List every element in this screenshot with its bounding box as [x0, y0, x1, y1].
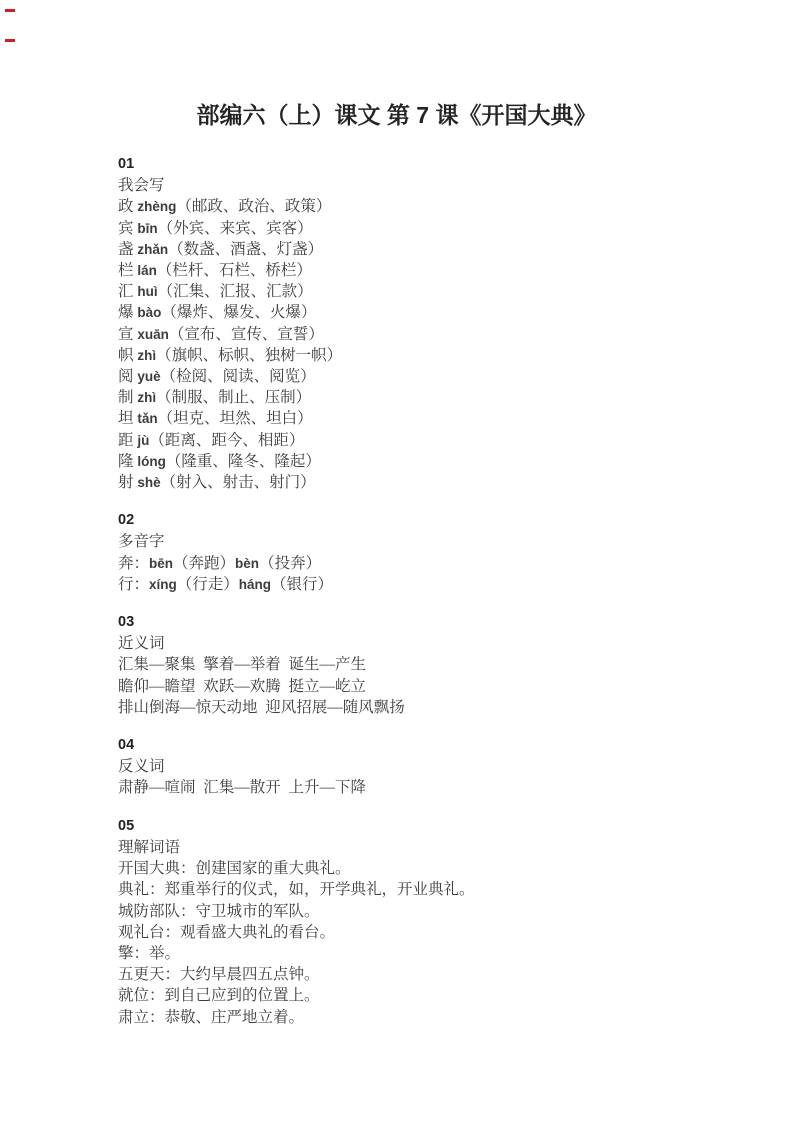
text-line	[118, 697, 728, 718]
section-heading: 理解词语	[118, 838, 181, 856]
section-number: 01	[118, 156, 135, 172]
text-line	[118, 777, 728, 798]
document-body	[118, 154, 728, 1028]
pinyin-text: zhì	[137, 390, 157, 406]
pinyin-text: bèn	[235, 555, 260, 571]
text-line	[118, 366, 728, 387]
pinyin-text: bào	[137, 305, 162, 321]
text-line	[118, 943, 728, 964]
text-line	[118, 387, 728, 408]
text-line	[118, 324, 728, 345]
section-number: 04	[118, 737, 135, 754]
pinyin-text: lán	[137, 263, 157, 279]
hanzi-text: （银行）	[271, 575, 334, 593]
hanzi-text: 行：	[118, 575, 150, 593]
red-dash-mark-top	[5, 9, 15, 12]
text-line	[118, 196, 728, 217]
page-title: 部编六（上）课文 第 7 课《开国大典》	[196, 102, 597, 128]
hanzi-text: （宣布、宣传、宣誓）	[168, 325, 324, 343]
section-number: 05	[118, 817, 135, 834]
pinyin-text: lóng	[137, 453, 166, 469]
text-line	[118, 472, 728, 493]
section-heading: 近义词	[118, 635, 165, 653]
text-line	[118, 964, 728, 985]
section-heading: 多音字	[118, 533, 165, 551]
hanzi-text: 肃静—喧闹 汇集—散开 上升—下降	[118, 779, 367, 797]
hanzi-text: （检阅、阅读、阅览）	[160, 368, 316, 386]
text-line	[118, 302, 728, 323]
text-line	[118, 922, 728, 943]
pinyin-text: bēn	[149, 555, 174, 571]
section-02	[118, 510, 728, 595]
section-03	[118, 612, 728, 718]
text-line	[118, 858, 728, 879]
text-line	[118, 451, 728, 472]
text-line	[118, 239, 728, 260]
hanzi-text: （行走）	[176, 575, 239, 593]
text-line	[118, 430, 728, 451]
hanzi-text: 隆	[118, 452, 138, 470]
pinyin-text: zhèng	[137, 199, 177, 215]
hanzi-text: （隆重、隆冬、隆起）	[165, 452, 321, 470]
section-05	[118, 816, 728, 1028]
pinyin-text: huì	[137, 284, 158, 300]
hanzi-text: 瞻仰—瞻望 欢跃—欢腾 挺立—屹立	[118, 677, 367, 695]
hanzi-text: （外宾、来宾、宾客）	[157, 219, 313, 237]
hanzi-text: （邮政、政治、政策）	[176, 198, 332, 216]
pinyin-text: yuè	[137, 369, 161, 385]
hanzi-text: （数盏、酒盏、灯盏）	[168, 240, 324, 258]
section-01	[118, 154, 728, 493]
section-number: 03	[118, 614, 135, 631]
hanzi-text: 射	[118, 474, 138, 492]
hanzi-text: （爆炸、爆发、火爆）	[161, 304, 317, 322]
text-line	[118, 901, 728, 922]
hanzi-text: （制服、制止、压制）	[156, 389, 312, 407]
hanzi-text: （旗帜、标帜、独树一帜）	[156, 346, 343, 364]
hanzi-text: 五更天：大约早晨四五点钟。	[118, 966, 320, 984]
section-04	[118, 735, 728, 799]
pinyin-text: háng	[238, 576, 272, 592]
hanzi-text: （射入、射击、射门）	[160, 474, 316, 492]
hanzi-text: 爆	[118, 304, 138, 322]
text-line	[118, 574, 728, 595]
text-line	[118, 676, 728, 697]
hanzi-text: 盏	[118, 240, 138, 258]
text-line	[118, 218, 728, 239]
section-number: 02	[118, 512, 135, 529]
hanzi-text: （汇集、汇报、汇款）	[157, 283, 313, 301]
pinyin-text: zhǎn	[137, 241, 169, 257]
hanzi-text: （栏杆、石栏、桥栏）	[156, 262, 312, 280]
hanzi-text: 排山倒海—惊天动地 迎风招展—随风飘扬	[118, 698, 405, 716]
hanzi-text: 制	[118, 389, 138, 407]
pinyin-text: bīn	[137, 220, 158, 236]
hanzi-text: 开国大典：创建国家的重大典礼。	[118, 860, 351, 878]
hanzi-text: 肃立：恭敬、庄严地立着。	[118, 1008, 305, 1026]
text-line	[118, 553, 728, 574]
hanzi-text: （投奔）	[259, 554, 322, 572]
hanzi-text: 城防部队：守卫城市的军队。	[118, 902, 320, 920]
red-dash-mark-bottom	[5, 39, 15, 42]
text-line	[118, 345, 728, 366]
text-line	[118, 985, 728, 1006]
hanzi-text: （距离、距今、相距）	[149, 431, 305, 449]
pinyin-text: zhì	[137, 347, 157, 363]
text-line	[118, 408, 728, 429]
text-line	[118, 260, 728, 281]
hanzi-text: 坦	[118, 410, 138, 428]
hanzi-text: 距	[118, 431, 138, 449]
hanzi-text: 阅	[118, 368, 138, 386]
hanzi-text: 栏	[118, 262, 138, 280]
hanzi-text: （奔跑）	[173, 554, 236, 572]
pinyin-text: xuān	[137, 326, 169, 342]
pinyin-text: xíng	[149, 576, 177, 592]
hanzi-text: 宣	[118, 325, 138, 343]
pinyin-text: shè	[137, 475, 161, 491]
section-heading: 反义词	[118, 758, 165, 776]
hanzi-text: 观礼台：观看盛大典礼的看台。	[118, 923, 336, 941]
pinyin-text: jù	[137, 432, 150, 448]
hanzi-text: 典礼：郑重举行的仪式，如，开学典礼，开业典礼。	[118, 881, 475, 899]
hanzi-text: 奔：	[118, 554, 150, 572]
hanzi-text: 就位：到自己应到的位置上。	[118, 987, 320, 1005]
text-line	[118, 1007, 728, 1028]
text-line	[118, 879, 728, 900]
text-line	[118, 281, 728, 302]
hanzi-text: 擎：举。	[118, 944, 181, 962]
pinyin-text: tǎn	[137, 411, 158, 427]
text-line	[118, 654, 728, 675]
hanzi-text: 汇	[118, 283, 138, 301]
hanzi-text: （坦克、坦然、坦白）	[157, 410, 313, 428]
section-heading: 我会写	[118, 177, 165, 195]
hanzi-text: 政	[118, 198, 138, 216]
hanzi-text: 汇集—聚集 擎着—举着 诞生—产生	[118, 656, 367, 674]
hanzi-text: 帜	[118, 346, 138, 364]
hanzi-text: 宾	[118, 219, 138, 237]
